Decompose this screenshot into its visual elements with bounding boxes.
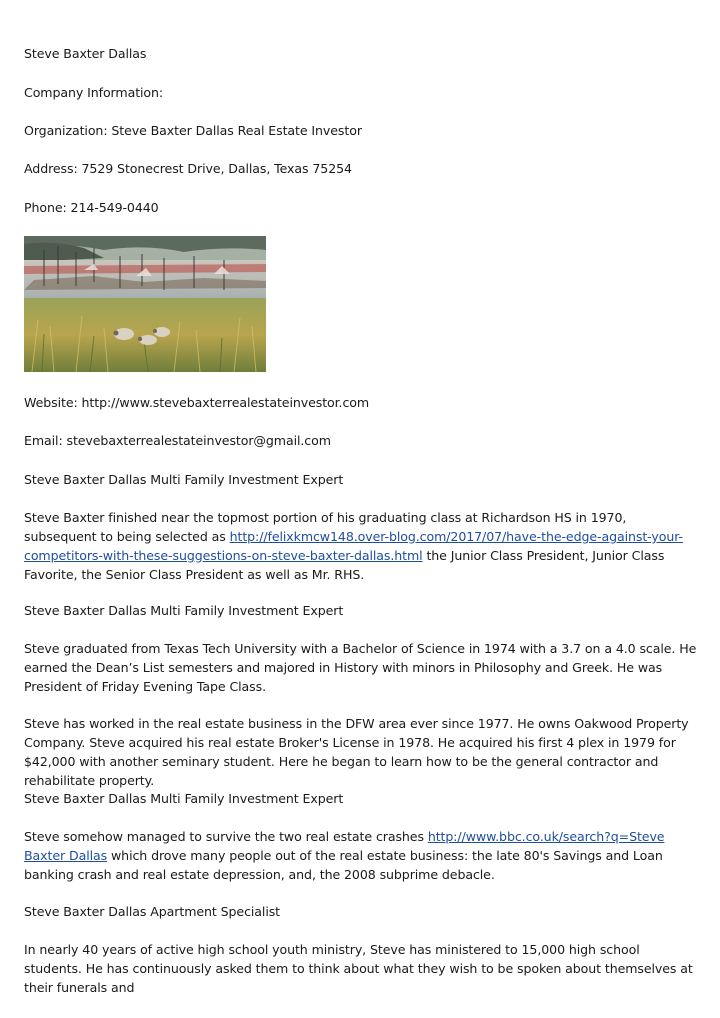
section-heading-3: Steve Baxter Dallas Multi Family Investment Expert — [24, 791, 344, 806]
organization-line: Organization: Steve Baxter Dallas Real Estate Investor — [24, 123, 362, 138]
paragraph-1-link[interactable]: http://felixkmcw148.over-blog.com/2017/07/have-the-edge-against-your-competitors-with-these-suggestions-on-steve-baxter-dallas.html — [24, 529, 683, 563]
paragraph-3: Steve has worked in the real estate business in the DFW area ever since 1977. He owns Oakwood Property Company. Steve acquired his real estate Broker's License in 1978. He acquired his first 4 plex in 1979 for $42,000 with another seminary student. Here he began to learn how to be the general contractor and rehabilitate property. — [24, 716, 689, 788]
section-heading-1: Steve Baxter Dallas Multi Family Investment Expert — [24, 472, 344, 487]
paragraph-1 — [24, 508, 698, 584]
address-line: Address: 7529 Stonecrest Drive, Dallas, Texas 75254 — [24, 161, 352, 176]
landscape-painting-image — [24, 236, 266, 372]
paragraph-4-text-after: which drove many people out of the real estate business: the late 80's Savings and Loan banking crash and real estate depression, and, the 2008 subprime debacle. — [24, 848, 663, 882]
section-heading-4: Steve Baxter Dallas Apartment Specialist — [24, 904, 281, 919]
email-line: Email: stevebaxterrealestateinvestor@gmail.com — [24, 433, 331, 448]
website-line: Website: http://www.stevebaxterrealestateinvestor.com — [24, 395, 370, 410]
paragraph-4 — [24, 827, 698, 884]
document-title: Steve Baxter Dallas — [24, 46, 147, 61]
painting-icon — [24, 236, 266, 372]
company-heading: Company Information: — [24, 85, 164, 100]
paragraph-1-text-after: the Junior Class President, Junior Class Favorite, the Senior Class President as well as Mr. RHS. — [24, 548, 665, 582]
paragraph-1-text-before: Steve Baxter finished near the topmost portion of his graduating class at Richardson HS in 1970, subsequent to being selected as — [24, 510, 627, 544]
paragraph-4-link[interactable]: http://www.bbc.co.uk/search?q=Steve Baxter Dallas — [24, 829, 665, 863]
paragraph-4-text-before: Steve somehow managed to survive the two real estate crashes — [24, 829, 428, 844]
section-heading-2: Steve Baxter Dallas Multi Family Investment Expert — [24, 603, 344, 618]
paragraph-5: In nearly 40 years of active high school youth ministry, Steve has ministered to 15,000 high school students. He has continuously asked them to think about what they wish to be spoken about themselves at their funerals and — [24, 942, 693, 995]
phone-line: Phone: 214-549-0440 — [24, 200, 159, 215]
paragraph-2: Steve graduated from Texas Tech University with a Bachelor of Science in 1974 with a 3.7 on a 4.0 scale. He earned the Dean’s List semesters and majored in History with minors in Philosophy and Greek. He was President of Friday Evening Tape Class. — [24, 641, 697, 694]
